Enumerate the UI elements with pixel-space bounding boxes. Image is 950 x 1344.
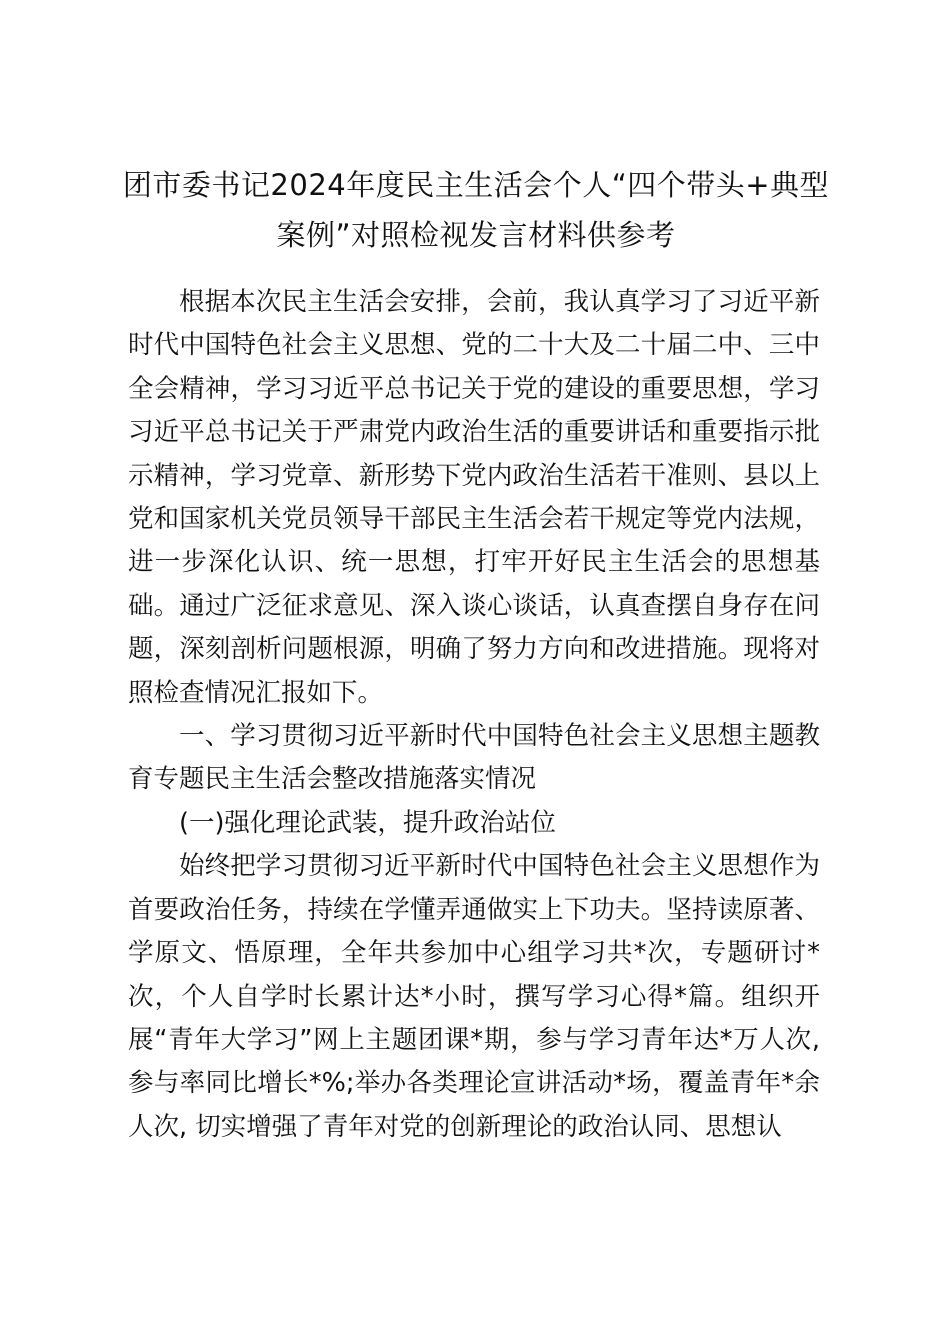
intro-paragraph: 根据本次民主生活会安排，会前，我认真学习了习近平新时代中国特色社会主义思想、党的二十大及二十届二中、三中全会精神，学习习近平总书记关于党的建设的重要思想，学习习近平总书记关于严肃党内政治生活的重要讲话和重要指示批示精神，学习党章、新形势下党内政治生活若干准则、县以上党和国家机关党员领导干部民主生活会若干规定等党内法规，进一步深化认识、统一思想，打牢开好民主生活会的思想基础。通过广泛征求意见、深入谈心谈话，认真查摆自身存在问题，深刻剖析问题根源，明确了努力方向和改进措施。现将对照检查情况汇报如下。: [128, 287, 820, 708]
body-paragraph: 始终把学习贯彻习近平新时代中国特色社会主义思想作为首要政治任务，持续在学懂弄通做实上下功夫。坚持读原著、学原文、悟原理，全年共参加中心组学习共*次，专题研讨*次，个人自学时长累计达*小时，撰写学习心得*篇。组织开展“青年大学习”网上主题团课*期，参与学习青年达*万人次,参与率同比增长*%;举办各类理论宣讲活动*场，覆盖青年*余人次, 切实增强了青年对党的创新理论的政治认同、思想认: [128, 851, 820, 1142]
subsection-heading: (一)强化理论武装，提升政治站位: [179, 807, 556, 838]
document-title: 团市委书记2024年度民主生活会个人“四个带头+典型案例”对照检视发言材料供参考: [122, 168, 830, 252]
document-body: [128, 281, 820, 1149]
section-heading: 一、学习贯彻习近平新时代中国特色社会主义思想主题教育专题民主生活会整改措施落实情况: [128, 721, 820, 795]
